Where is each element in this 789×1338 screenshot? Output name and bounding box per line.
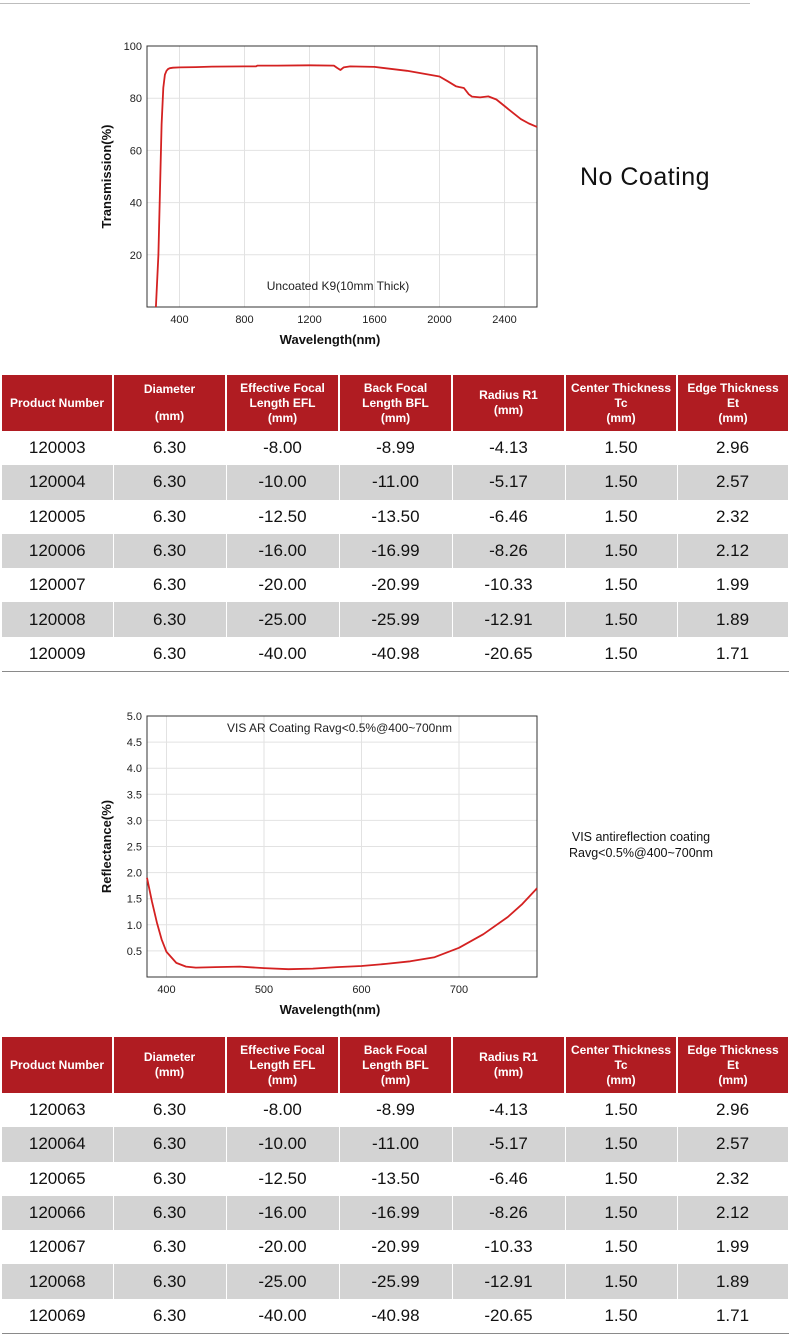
x-tick-label: 1200 [297,314,322,326]
table-cell: 120004 [2,465,113,499]
column-header-line: Effective Focal [240,1042,325,1057]
table-cell: -8.99 [339,1093,452,1127]
y-tick-label: 0.5 [126,945,142,958]
column-header-line [116,397,223,409]
table-cell: 2.57 [677,465,788,499]
table-row [2,602,788,636]
table-cell: 120065 [2,1162,113,1196]
table-cell: 6.30 [113,1127,226,1161]
y-tick-label: 1.0 [126,919,142,932]
column-header-line: (mm) [154,409,185,423]
table-cell: -20.00 [226,568,339,602]
y-tick-label: 3.0 [126,815,142,828]
table-cell: 1.71 [677,637,788,672]
table-cell: 6.30 [113,1162,226,1196]
table-cell: 6.30 [113,1196,226,1230]
table-row [2,1093,788,1127]
no-coating-caption: No Coating [579,163,711,191]
table-cell: -11.00 [339,1127,452,1161]
y-tick-label: 2.0 [126,867,142,880]
column-header-line: (mm) [267,1072,298,1087]
table-cell: -20.65 [452,637,565,672]
column-header-line: Edge Thickness [687,380,779,395]
column-header-line: Center Thickness [570,380,672,395]
column-header-line: Product Number [9,1057,104,1072]
vis-caption-line-2: Ravg<0.5%@400~700nm [568,846,714,860]
y-tick-label: 100 [123,41,142,53]
uncoated-spec-table [2,375,789,672]
column-header [677,1037,788,1093]
table-cell: 1.50 [565,431,677,465]
vis-caption-line-1: VIS antireflection coating [571,830,711,844]
y-tick-label: 5.0 [126,711,142,723]
column-header [452,375,565,431]
y-axis-label: Reflectance(%) [99,799,114,894]
table-cell: -40.98 [339,637,452,672]
column-header-line: Tc [614,395,628,410]
table-cell: 120006 [2,534,113,568]
column-header-line: (mm) [380,1072,411,1087]
x-tick-label: 400 [157,984,176,996]
table-cell: 1.71 [677,1299,788,1334]
chart-title: Uncoated K9(10mm Thick) [266,279,410,293]
table-cell: 6.30 [113,568,226,602]
data-series-line [147,878,537,969]
table-cell: -16.99 [339,534,452,568]
table-cell: 1.50 [565,637,677,672]
table-cell: -40.00 [226,637,339,672]
column-header [339,1037,452,1093]
column-header-line: (mm) [154,1065,185,1079]
column-header [226,375,339,431]
column-header [677,375,788,431]
table-row [2,465,788,499]
table-cell: -6.46 [452,1162,565,1196]
table-cell: -13.50 [339,1162,452,1196]
table-cell: -16.00 [226,534,339,568]
y-axis-label: Transmission(%) [99,124,114,229]
column-header-line: Diameter [143,1050,196,1064]
table-cell: 2.12 [677,534,788,568]
table-cell: -25.99 [339,1264,452,1298]
table-cell: -11.00 [339,465,452,499]
table-cell: -20.65 [452,1299,565,1334]
table-cell: -13.50 [339,500,452,534]
table-cell: 1.50 [565,1162,677,1196]
table-cell: 1.50 [565,500,677,534]
column-header [226,1037,339,1093]
table-cell: 6.30 [113,534,226,568]
column-header-line: Et [727,1057,739,1072]
table-cell: -20.99 [339,568,452,602]
column-header-line: (mm) [267,410,298,425]
x-axis-label: Wavelength(nm) [279,332,381,347]
table-cell: 1.89 [677,602,788,636]
table-cell: 6.30 [113,1230,226,1264]
column-header-line: (mm) [718,1072,748,1087]
table-cell: 1.99 [677,568,788,602]
column-header [339,375,452,431]
table-cell: -8.26 [452,534,565,568]
table-row [2,431,788,465]
column-header [113,375,226,431]
table-cell: 6.30 [113,1093,226,1127]
column-header [2,375,113,431]
y-tick-label: 3.5 [126,789,142,802]
x-tick-label: 2000 [427,314,452,326]
table-cell: -8.00 [226,1093,339,1127]
table-row [2,568,788,602]
table-cell: -16.99 [339,1196,452,1230]
column-header-line: Edge Thickness [687,1042,779,1057]
table-cell: 1.50 [565,1093,677,1127]
table-cell: 6.30 [113,1264,226,1298]
table-cell: -25.00 [226,602,339,636]
table-cell: -8.26 [452,1196,565,1230]
y-tick-label: 4.5 [126,737,142,750]
table-cell: -12.91 [452,1264,565,1298]
table-cell: 1.50 [565,1264,677,1298]
column-header-line: Product Number [9,395,104,410]
table-cell: 120069 [2,1299,113,1334]
table-cell: -5.17 [452,465,565,499]
x-tick-label: 1600 [362,314,387,326]
top-divider [0,3,750,4]
table-cell: 120064 [2,1127,113,1161]
table-row [2,500,788,534]
table-row [2,1196,788,1230]
y-tick-label: 40 [129,197,142,210]
column-header-line: Effective Focal [240,380,325,395]
table-cell: 6.30 [113,1299,226,1334]
table-cell: -12.91 [452,602,565,636]
table-cell: 120068 [2,1264,113,1298]
table-cell: 2.57 [677,1127,788,1161]
column-header-line: (mm) [493,403,524,417]
plot-frame [147,46,537,307]
column-header-line: (mm) [718,410,748,425]
table-cell: 120003 [2,431,113,465]
table-cell: 2.96 [677,1093,788,1127]
table-cell: -25.00 [226,1264,339,1298]
table-cell: 6.30 [113,637,226,672]
table-cell: 2.96 [677,431,788,465]
column-header-line: (mm) [380,410,411,425]
table-cell: 2.32 [677,1162,788,1196]
column-header-line: Radius R1 [479,1050,538,1064]
column-header-line: Diameter [143,382,196,396]
table-cell: -16.00 [226,1196,339,1230]
table-cell: -6.46 [452,500,565,534]
column-header-line: Back Focal [363,1042,428,1057]
table-cell: 120063 [2,1093,113,1127]
column-header-line: (mm) [493,1065,524,1079]
table-cell: 2.32 [677,500,788,534]
column-header [113,1037,226,1093]
table-row [2,637,788,672]
x-axis-label: Wavelength(nm) [279,1002,381,1017]
table-cell: -4.13 [452,431,565,465]
table-cell: 6.30 [113,465,226,499]
transmission-chart [95,38,545,353]
y-tick-label: 80 [129,93,142,106]
chart-title: VIS AR Coating Ravg<0.5%@400~700nm [227,721,452,735]
column-header [565,375,677,431]
table-cell: -4.13 [452,1093,565,1127]
table-cell: -10.00 [226,1127,339,1161]
table-cell: 1.89 [677,1264,788,1298]
table-cell: 6.30 [113,602,226,636]
column-header-line: Et [727,395,739,410]
y-tick-label: 20 [129,249,142,262]
table-cell: -10.00 [226,465,339,499]
column-header [452,1037,565,1093]
column-header-line: Radius R1 [479,388,538,402]
column-header-line: Length BFL [362,1057,429,1072]
table-cell: -8.00 [226,431,339,465]
table-cell: 6.30 [113,431,226,465]
x-tick-label: 600 [352,984,371,996]
column-header-line: (mm) [606,410,636,425]
table-cell: 120007 [2,568,113,602]
table-cell: -20.00 [226,1230,339,1264]
data-series-line [156,65,537,307]
table-cell: 1.50 [565,534,677,568]
table-cell: 1.50 [565,1127,677,1161]
table-cell: -20.99 [339,1230,452,1264]
table-cell: -40.00 [226,1299,339,1334]
table-row [2,1299,788,1334]
table-cell: 120067 [2,1230,113,1264]
table-row [2,1127,788,1161]
table-cell: 6.30 [113,500,226,534]
table-cell: -12.50 [226,1162,339,1196]
table-cell: -12.50 [226,500,339,534]
table-cell: -8.99 [339,431,452,465]
table-cell: -10.33 [452,568,565,602]
column-header-line: Length BFL [362,395,429,410]
table-row [2,1264,788,1298]
table-cell: 1.99 [677,1230,788,1264]
column-header-line: Tc [614,1057,628,1072]
column-header [565,1037,677,1093]
table-cell: 1.50 [565,1299,677,1334]
table-cell: -25.99 [339,602,452,636]
table-header-row [2,1037,788,1093]
reflectance-chart [95,708,545,1028]
column-header-line: Length EFL [249,1057,316,1072]
table-row [2,534,788,568]
x-tick-label: 500 [254,984,274,996]
table-row [2,1162,788,1196]
column-header [2,1037,113,1093]
table-cell: 120066 [2,1196,113,1230]
table-cell: -40.98 [339,1299,452,1334]
table-cell: 2.12 [677,1196,788,1230]
table-cell: 1.50 [565,568,677,602]
vis-coating-caption [556,829,726,861]
x-tick-label: 800 [235,314,254,326]
table-cell: -5.17 [452,1127,565,1161]
table-cell: -10.33 [452,1230,565,1264]
x-tick-label: 2400 [492,314,517,326]
table-cell: 1.50 [565,1196,677,1230]
table-cell: 120009 [2,637,113,672]
x-tick-label: 400 [170,314,189,326]
table-cell: 1.50 [565,602,677,636]
vis-ar-spec-table [2,1037,789,1334]
table-cell: 1.50 [565,1230,677,1264]
table-row [2,1230,788,1264]
y-tick-label: 4.0 [126,763,142,776]
y-tick-label: 60 [129,145,142,158]
table-cell: 120005 [2,500,113,534]
column-header-line: Back Focal [363,380,428,395]
y-tick-label: 2.5 [126,841,142,854]
column-header-line: Center Thickness [570,1042,672,1057]
y-tick-label: 1.5 [126,893,142,906]
table-header-row [2,375,788,431]
x-tick-label: 700 [449,984,469,996]
table-cell: 120008 [2,602,113,636]
column-header-line: Length EFL [249,395,316,410]
table-cell: 1.50 [565,465,677,499]
column-header-line: (mm) [606,1072,636,1087]
